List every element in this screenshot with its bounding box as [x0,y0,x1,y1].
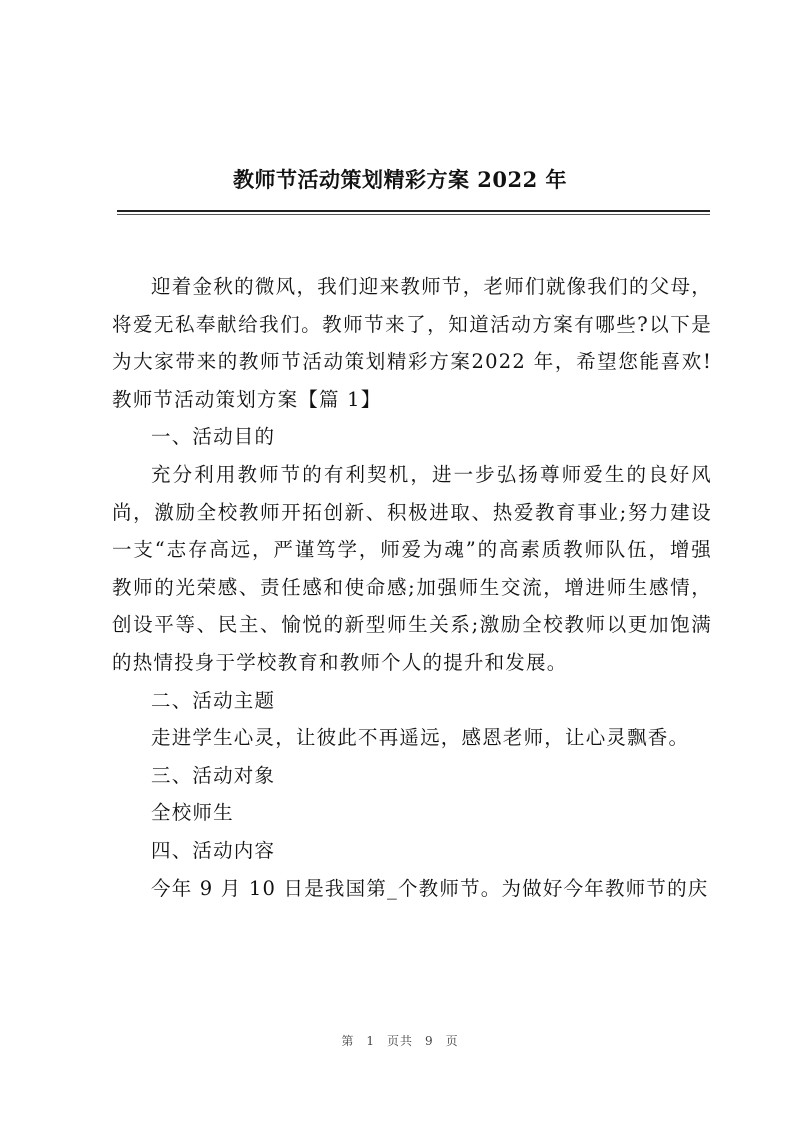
body-paragraph: 全校师生 [151,801,234,825]
title-rule [117,210,710,212]
section-heading: 一、活动目的 [151,425,276,449]
section-heading: 二、活动主题 [151,688,276,712]
footer-total-pages: 9 [425,1034,434,1048]
title-rule-thin [117,214,710,215]
page-title: 教师节活动策划精彩方案 2022 年 [232,167,568,192]
footer-prefix: 第 [341,1034,355,1048]
footer-page-number: 1 [366,1034,375,1048]
page-footer [0,1032,800,1049]
body-paragraph: 充分利用教师节的有利契机，进一步弘扬尊师爱生的良好风尚，激励全校教师开拓创新、积极进取、热爱教育事业;努力建设一支“志存高远，严谨笃学，师爱为魂”的高素质教师队伍，增强教师的光荣感、责任感和使命感;加强师生交流，增进师生感情，创设平等、民主、愉悦的新型师生关系;激励全校教师以更加饱满的热情投身于学校教育和教师个人的提升和发展。 [112,462,712,674]
body-paragraph: 走进学生心灵，让彼此不再遥远，感恩老师，让心灵飘香。 [151,726,690,750]
footer-suffix: 页 [445,1034,459,1048]
footer-middle: 页共 [386,1034,413,1048]
section-heading: 四、活动内容 [151,838,276,862]
section-heading: 三、活动对象 [151,763,276,787]
document-body [112,268,712,907]
body-paragraph: 今年 9 月 10 日是我国第_个教师节。为做好今年教师节的庆 [151,876,709,900]
intro-paragraph: 迎着金秋的微风，我们迎来教师节，老师们就像我们的父母，将爱无私奉献给我们。教师节来了，知道活动方案有哪些?以下是为大家带来的教师节活动策划精彩方案2022 年，希望您能喜欢!教师节活动策划方案【篇 1】 [112,275,712,411]
